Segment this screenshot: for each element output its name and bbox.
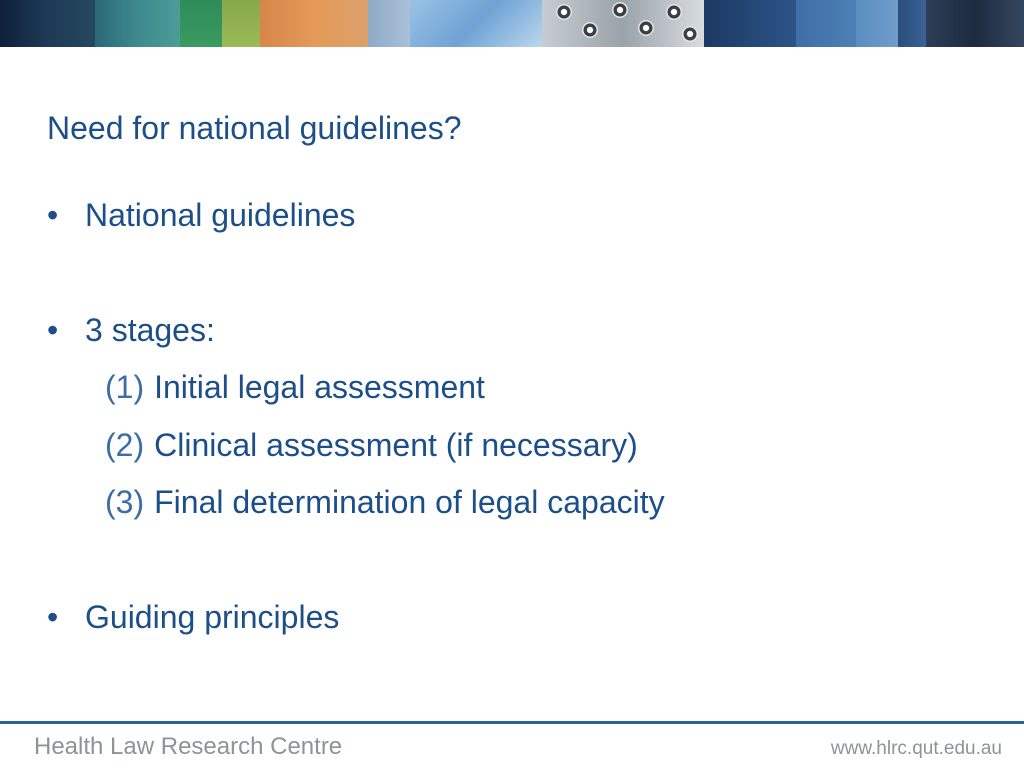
banner-tile	[410, 0, 542, 47]
stage-number: (1)	[105, 369, 145, 405]
stage-text: Final determination of legal capacity	[154, 484, 665, 520]
banner-tile	[704, 0, 796, 47]
banner-tile	[898, 0, 926, 47]
bullet-guiding-principles	[47, 597, 339, 637]
banner-tile	[542, 0, 704, 47]
banner-tile	[95, 0, 180, 47]
bullet-stages	[47, 310, 215, 350]
stage-text: Initial legal assessment	[154, 369, 485, 405]
banner-tile	[0, 0, 95, 47]
bullet-national-guidelines	[47, 195, 355, 235]
stage-item-3	[105, 482, 665, 522]
banner-tile	[926, 0, 1024, 47]
bullet-mark: •	[47, 599, 59, 635]
stage-number: (2)	[105, 427, 145, 463]
bullet-mark: •	[47, 197, 59, 233]
bullet-text: Guiding principles	[85, 599, 340, 635]
banner-tile	[856, 0, 898, 47]
decorative-dot-icon	[612, 2, 628, 18]
bullet-text: 3 stages:	[85, 312, 215, 348]
banner-tile	[368, 0, 410, 47]
stage-item-1	[105, 367, 485, 407]
slide-title: Need for national guidelines?	[47, 110, 462, 146]
footer-divider	[0, 721, 1024, 724]
bullet-text: National guidelines	[85, 197, 356, 233]
banner-tile	[222, 0, 260, 47]
decorative-dot-icon	[556, 4, 572, 20]
footer-website-link[interactable]: www.hlrc.qut.edu.au	[830, 738, 1002, 759]
banner-tile	[796, 0, 856, 47]
decorative-dot-icon	[638, 20, 654, 36]
stage-item-2	[105, 425, 638, 465]
banner-tile	[180, 0, 222, 47]
decorative-dot-icon	[582, 22, 598, 38]
footer-organisation: Health Law Research Centre	[34, 733, 343, 760]
stage-text: Clinical assessment (if necessary)	[154, 427, 638, 463]
bullet-mark: •	[47, 312, 59, 348]
stage-number: (3)	[105, 484, 145, 520]
decorative-dot-icon	[682, 26, 698, 42]
decorative-dot-icon	[666, 4, 682, 20]
banner-tile	[260, 0, 368, 47]
header-banner	[0, 0, 1024, 47]
